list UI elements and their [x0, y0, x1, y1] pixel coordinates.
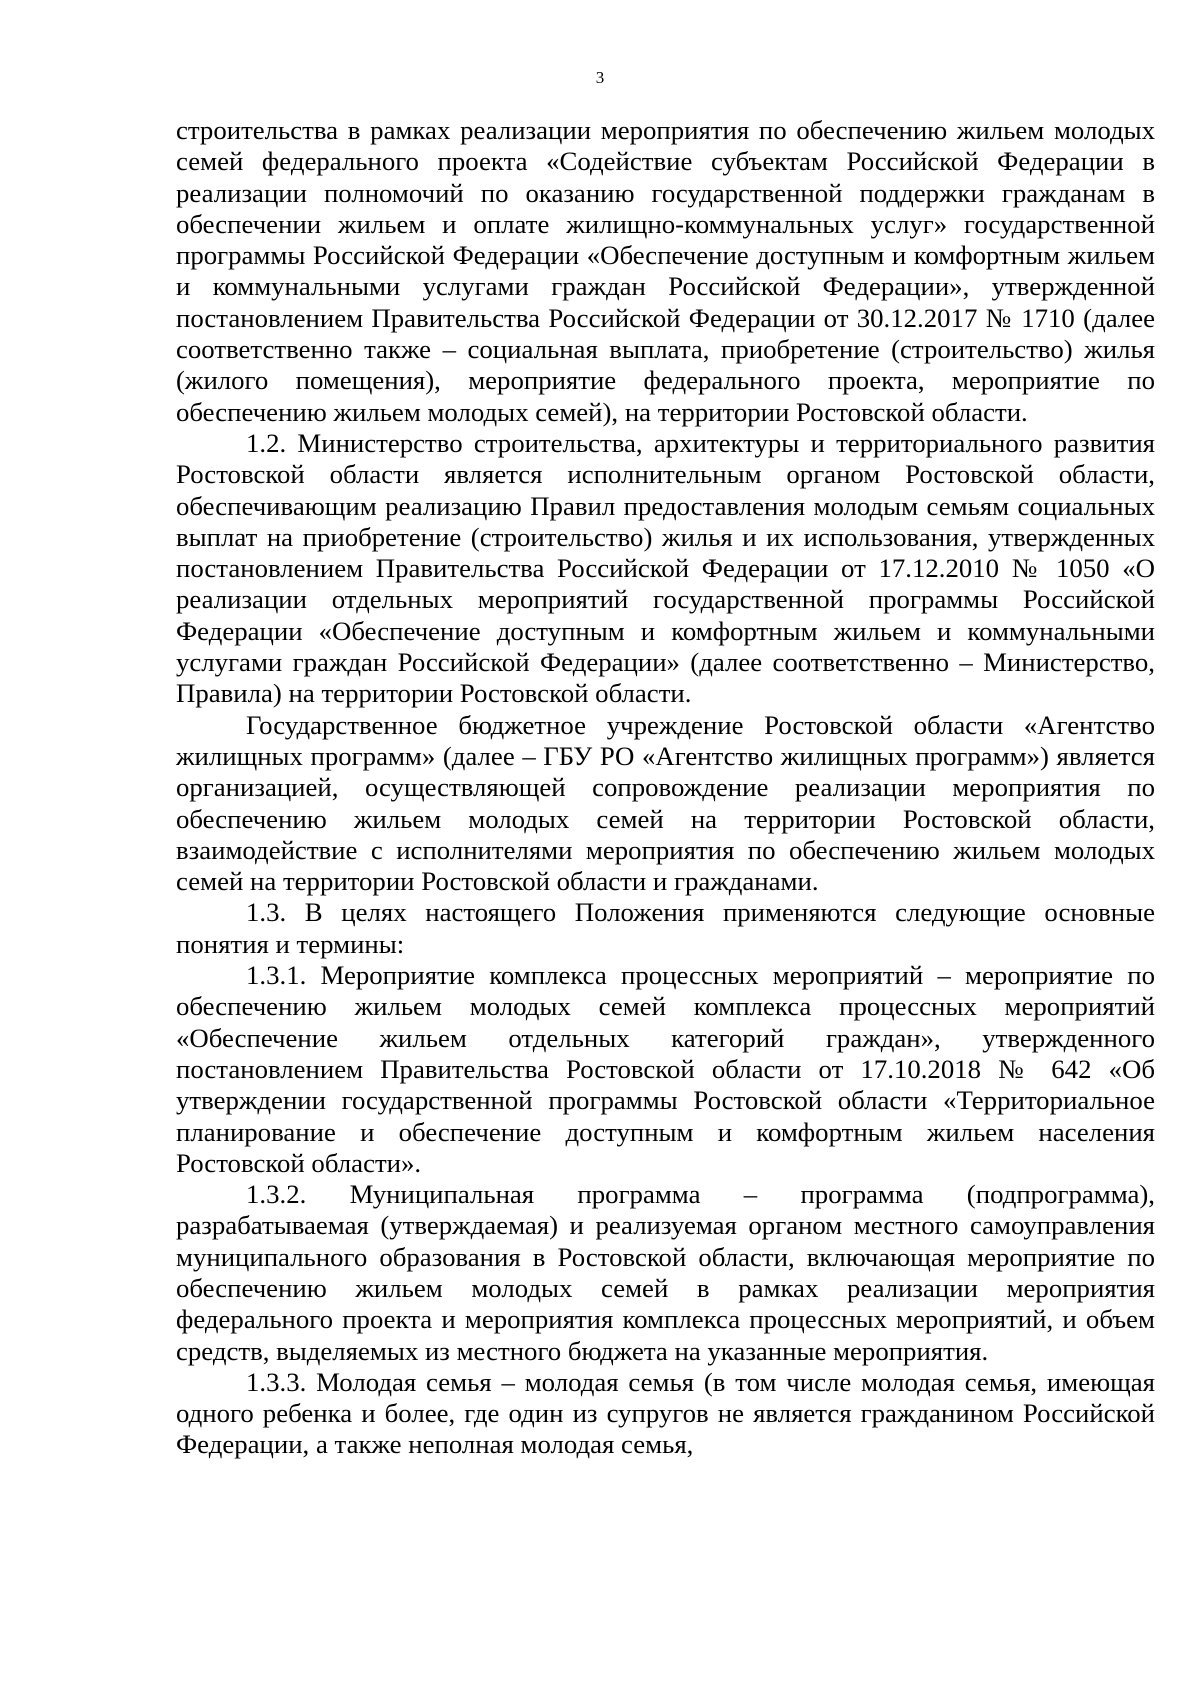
- paragraph-1-3-2: 1.3.2. Муниципальная программа – программа (подпрограмма), разрабатываемая (утверждаемая) и реализуемая органом местного самоуправления муниципального образования в Ростовской области, включающая мероприятие по обеспечению жильем молодых семей в рамках реализации мероприятия федерального проекта и мероприятия комплекса процессных мероприятий, и объем средств, выделяемых из местного бюджета на указанные мероприятия.: [176, 1179, 1155, 1366]
- paragraph-1-3-1: 1.3.1. Мероприятие комплекса процессных мероприятий – мероприятие по обеспечению жильем молодых семей комплекса процессных мероприятий «Обеспечение жильем отдельных категорий граждан», утвержденного постановлением Правительства Ростовской области от 17.10.2018 № 642 «Об утверждении государственной программы Ростовской области «Территориальное планирование и обеспечение доступным и комфортным жильем населения Ростовской области».: [176, 960, 1155, 1178]
- paragraph-1-2: 1.2. Министерство строительства, архитектуры и территориального развития Ростовской области является исполнительным органом Ростовской области, обеспечивающим реализацию Правил предоставления молодым семьям социальных выплат на приобретение (строительство) жилья и их использования, утвержденных постановлением Правительства Российской Федерации от 17.12.2010 № 1050 «О реализации отдельных мероприятий государственной программы Российской Федерации «Обеспечение доступным и комфортным жильем и коммунальными услугами граждан Российской Федерации» (далее соответственно – Министерство, Правила) на территории Ростовской области.: [176, 427, 1155, 709]
- paragraph-agency: Государственное бюджетное учреждение Ростовской области «Агентство жилищных программ» (далее – ГБУ РО «Агентство жилищных программ») является организацией, осуществляющей сопровождение реализации мероприятия по обеспечению жильем молодых семей на территории Ростовской области, взаимодействие с исполнителями мероприятия по обеспечению жильем молодых семей на территории Ростовской области и гражданами.: [176, 709, 1155, 897]
- paragraph-1-1-continuation: строительства в рамках реализации мероприятия по обеспечению жильем молодых семей федерального проекта «Содействие субъектам Российской Федерации в реализации полномочий по оказанию государственной поддержки гражданам в обеспечении жильем и оплате жилищно-коммунальных услуг» государственной программы Российской Федерации «Обеспечение доступным и комфортным жильем и коммунальными услугами граждан Российской Федерации», утвержденной постановлением Правительства Российской Федерации от 30.12.2017 № 1710 (далее соответственно также – социальная выплата, приобретение (строительство) жилья (жилого помещения), мероприятие федерального проекта, мероприятие по обеспечению жильем молодых семей), на территории Ростовской области.: [176, 115, 1155, 427]
- paragraph-1-3-3: 1.3.3. Молодая семья – молодая семья (в том числе молодая семья, имеющая одного ребенка и более, где один из супругов не является гражданином Российской Федерации, а также неполная молодая семья,: [176, 1366, 1155, 1460]
- document-body: [176, 115, 1155, 1461]
- paragraph-1-3: 1.3. В целях настоящего Положения применяются следующие основные понятия и термины:: [176, 897, 1155, 959]
- page-number: 3: [595, 68, 605, 87]
